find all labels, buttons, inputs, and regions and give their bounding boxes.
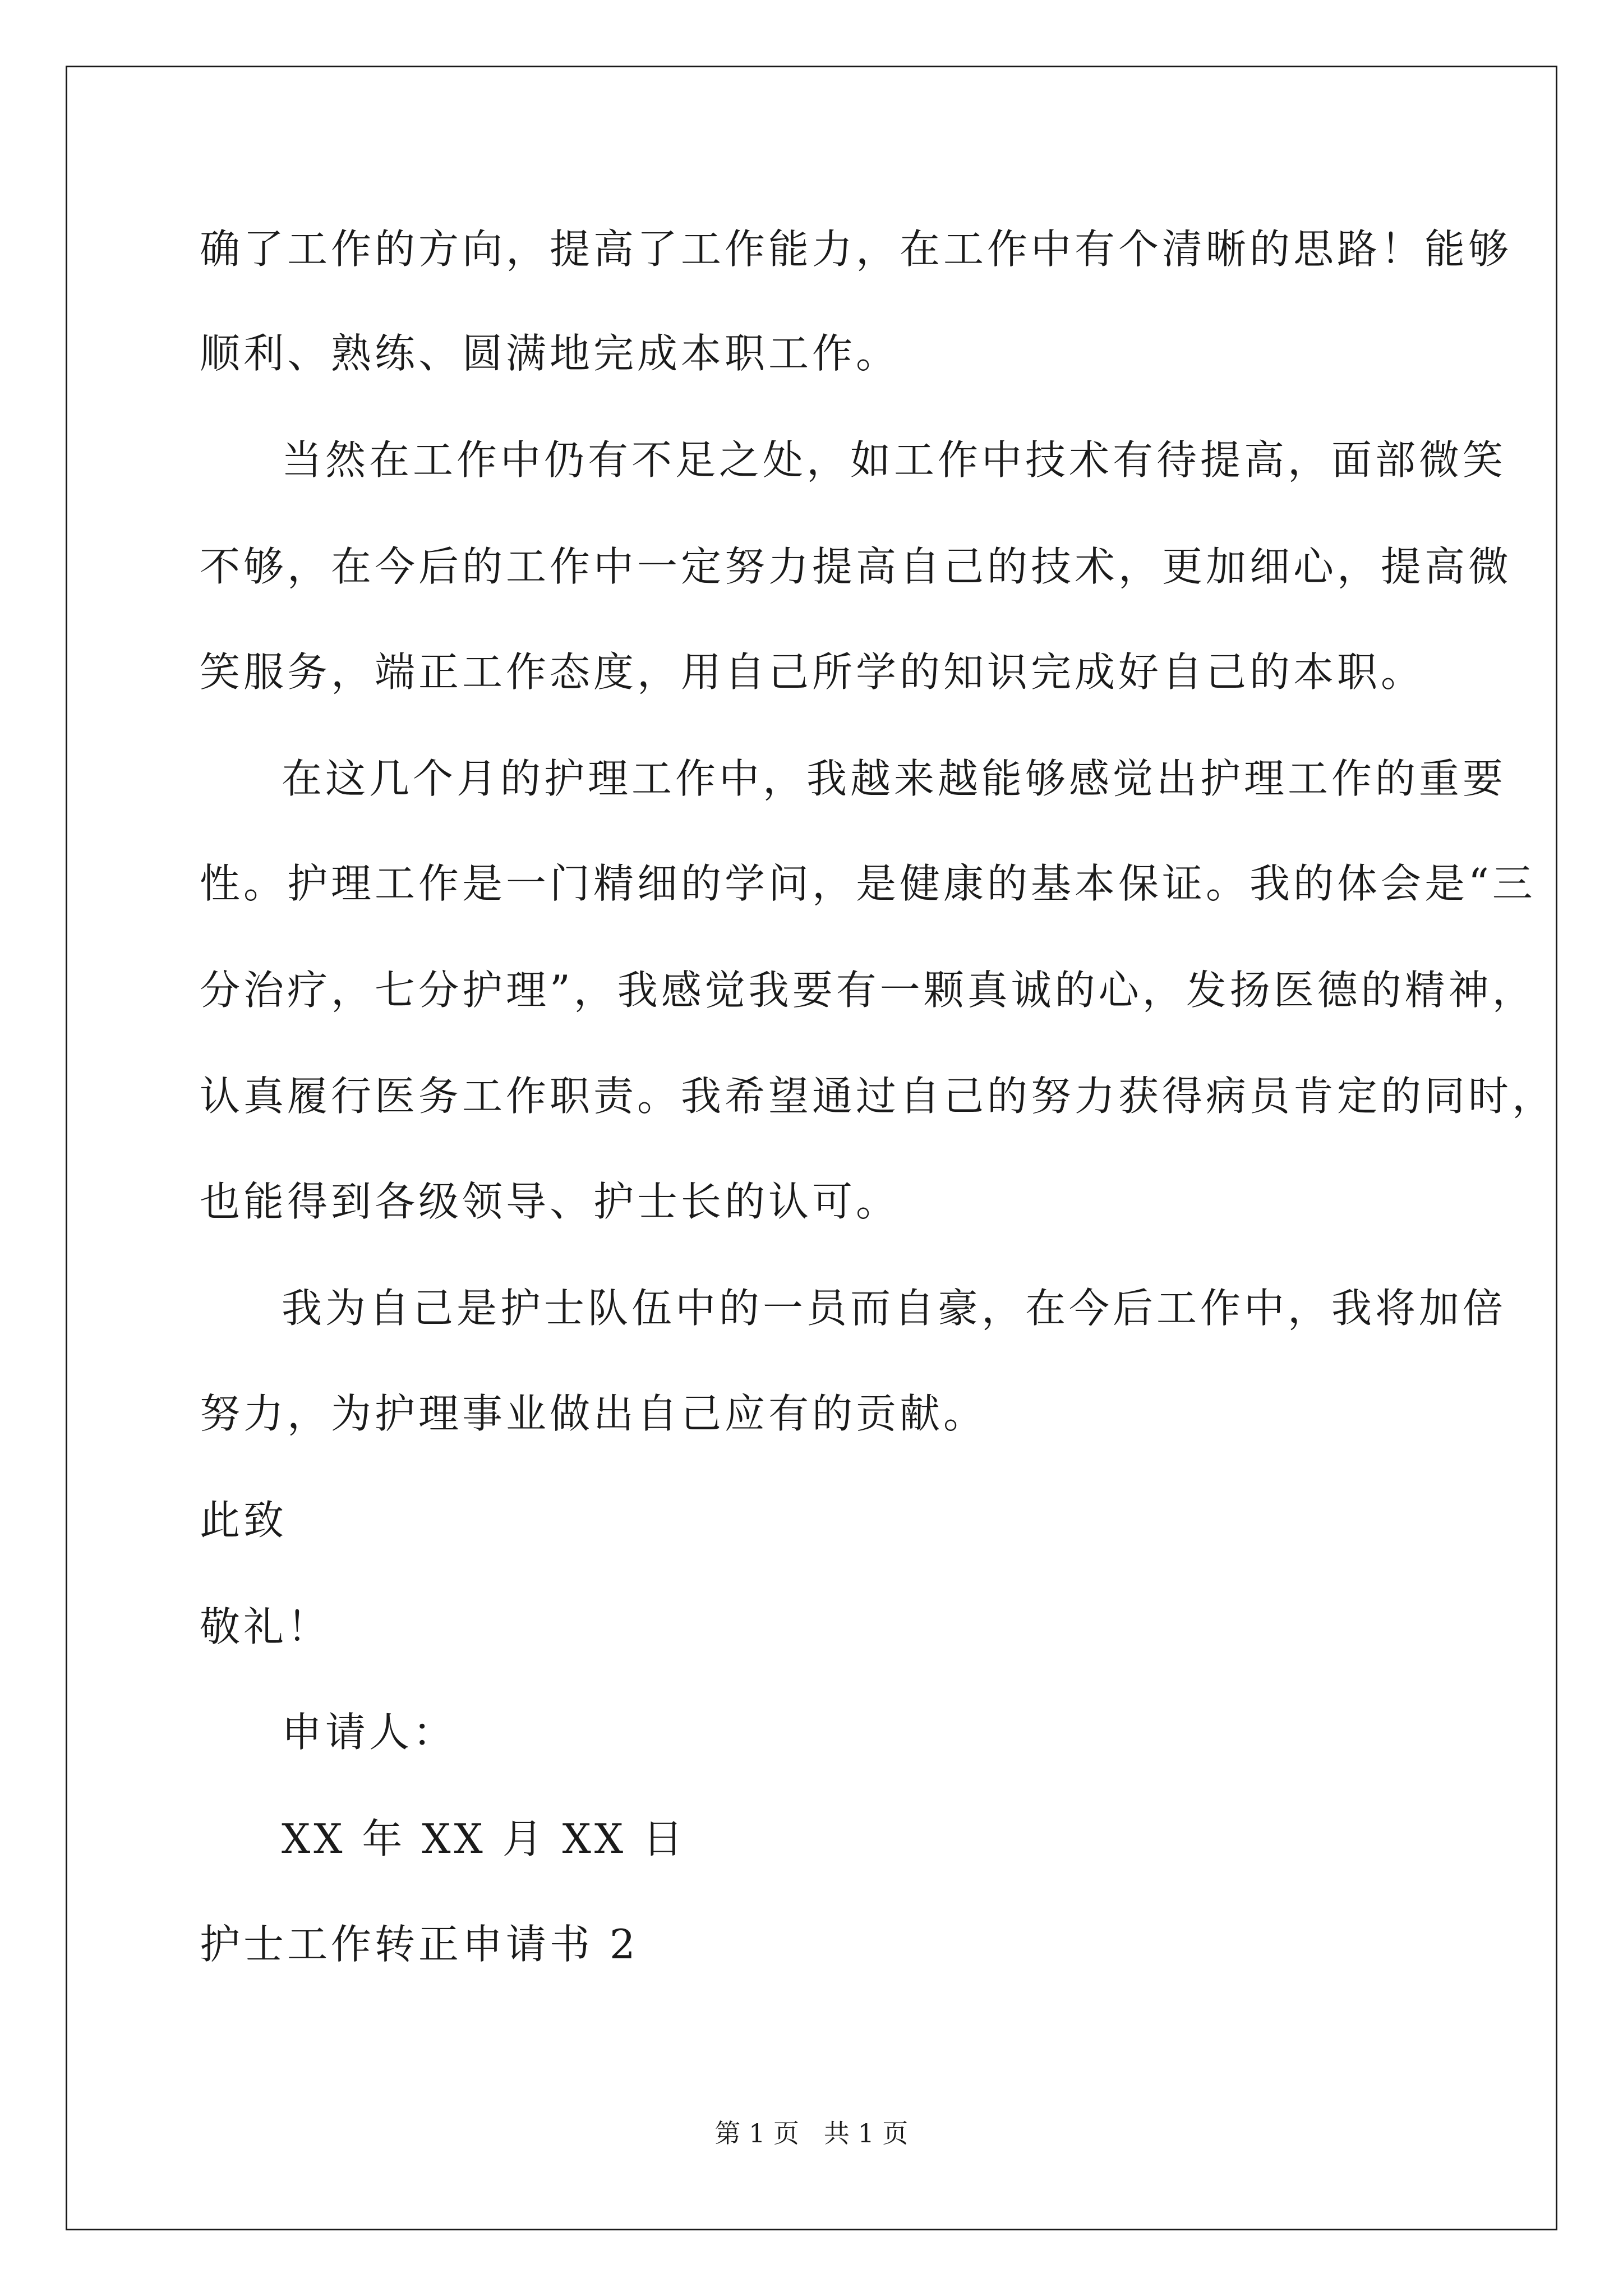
- paragraph-3-line-5: 也能得到各级领导、护士长的认可。: [200, 1178, 900, 1225]
- paragraph-2-line-3: 笑服务，端正工作态度，用自己所学的知识完成好自己的本职。: [200, 648, 1425, 696]
- next-section-title: 护士工作转正申请书 2: [200, 1921, 639, 1968]
- paragraph-1-line-2: 顺利、熟练、圆满地完成本职工作。: [200, 330, 900, 377]
- page-number-footer: 第 1 页 共 1 页: [714, 2118, 909, 2148]
- paragraph-1-line-1: 确了工作的方向，提高了工作能力，在工作中有个清晰的思路！能够: [200, 226, 1513, 273]
- paragraph-3-line-4: 认真履行医务工作职责。我希望通过自己的努力获得病员肯定的同时，: [200, 1073, 1556, 1120]
- paragraph-4-line-1: 我为自己是护士队伍中的一员而自豪，在今后工作中，我将加倍: [282, 1285, 1507, 1332]
- page-border: [66, 66, 1557, 2230]
- paragraph-4-line-2: 努力，为护理事业做出自己应有的贡献。: [200, 1390, 988, 1437]
- paragraph-3-line-1: 在这几个月的护理工作中，我越来越能够感觉出护理工作的重要: [282, 755, 1507, 802]
- closing-regards: 敬礼！: [200, 1603, 331, 1650]
- applicant-label: 申请人：: [282, 1709, 457, 1756]
- paragraph-3-line-3: 分治疗，七分护理”，我感觉我要有一颗真诚的心，发扬医德的精神，: [200, 967, 1536, 1014]
- paragraph-2-line-2: 不够，在今后的工作中一定努力提高自己的技术，更加细心，提高微: [200, 543, 1513, 590]
- paragraph-3-line-2: 性。护理工作是一门精细的学问，是健康的基本保证。我的体会是“三: [200, 860, 1536, 907]
- date-line: XX 年 XX 月 XX 日: [282, 1815, 686, 1862]
- closing-salutation: 此致: [200, 1497, 288, 1544]
- paragraph-2-line-1: 当然在工作中仍有不足之处，如工作中技术有待提高，面部微笑: [282, 436, 1507, 484]
